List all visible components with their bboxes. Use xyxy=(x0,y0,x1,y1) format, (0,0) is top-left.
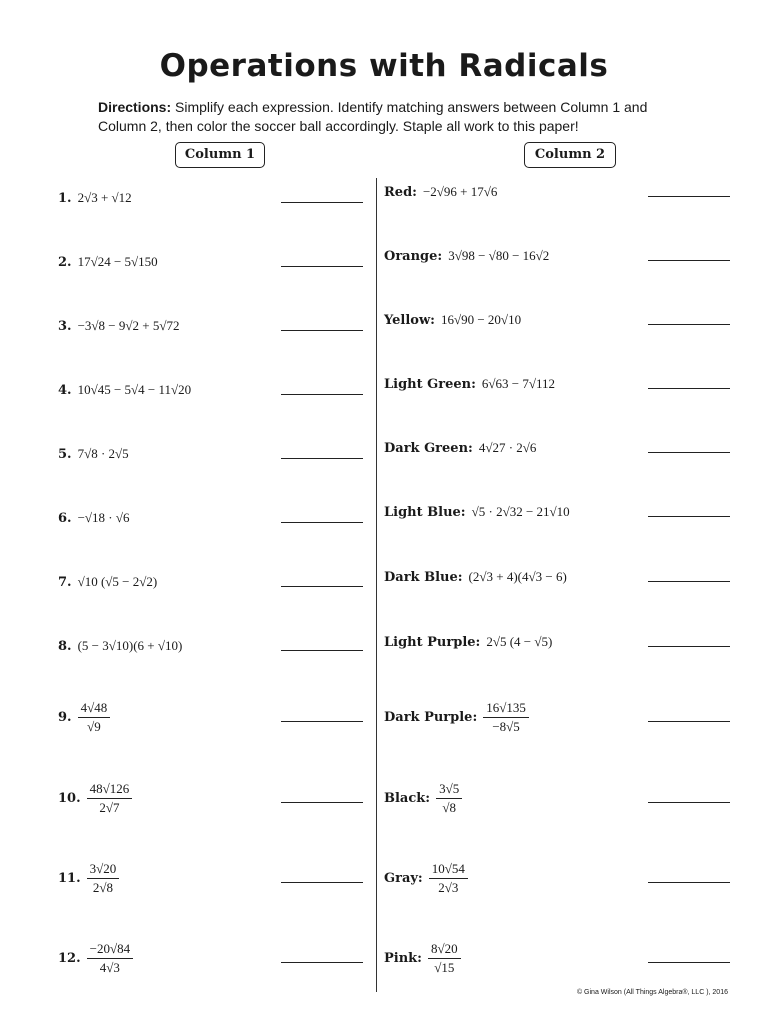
denominator: √9 xyxy=(87,718,101,734)
color-label: Light Green: xyxy=(384,376,476,392)
problem-number: 12. xyxy=(58,950,81,966)
answer-blank[interactable] xyxy=(281,458,363,459)
denominator: 2√8 xyxy=(92,879,114,895)
problem-row xyxy=(58,626,363,666)
fraction xyxy=(429,861,468,896)
fraction xyxy=(87,861,120,896)
fraction xyxy=(428,941,461,976)
problem-number: 10. xyxy=(58,790,81,806)
color-label: Dark Blue: xyxy=(384,569,463,585)
answer-blank[interactable] xyxy=(648,802,730,803)
color-label: Dark Green: xyxy=(384,440,473,456)
problem-row xyxy=(58,938,363,978)
problem-number: 4. xyxy=(58,382,72,398)
denominator: 2√7 xyxy=(99,799,120,815)
color-label: Black: xyxy=(384,790,431,806)
color-row xyxy=(384,778,730,818)
problem-number: 5. xyxy=(58,446,72,462)
fraction xyxy=(483,700,529,735)
color-label: Light Blue: xyxy=(384,504,466,520)
answer-blank[interactable] xyxy=(648,260,730,261)
problem-row xyxy=(58,498,363,538)
color-row xyxy=(384,492,730,532)
directions xyxy=(98,98,688,136)
color-label: Light Purple: xyxy=(384,634,481,650)
color-label: Gray: xyxy=(384,870,423,886)
answer-blank[interactable] xyxy=(648,452,730,453)
problem-row xyxy=(58,697,363,737)
answer-blank[interactable] xyxy=(281,330,363,331)
problem-expression: −√18 · √6 xyxy=(77,510,130,525)
numerator: 16√135 xyxy=(483,700,529,718)
denominator: √15 xyxy=(434,959,455,975)
answer-blank[interactable] xyxy=(281,721,363,722)
problem-expression: 10√45 − 5√4 − 11√20 xyxy=(77,382,192,397)
fraction xyxy=(436,781,462,816)
color-row xyxy=(384,938,730,978)
color-expression: 2√5 (4 − √5) xyxy=(486,634,553,649)
color-label: Pink: xyxy=(384,950,422,966)
numerator: 3√5 xyxy=(436,781,462,799)
answer-blank[interactable] xyxy=(281,586,363,587)
color-row xyxy=(384,858,730,898)
answer-blank[interactable] xyxy=(648,962,730,963)
numerator: −20√84 xyxy=(87,941,133,959)
numerator: 10√54 xyxy=(429,861,468,879)
column-divider xyxy=(376,178,377,992)
answer-blank[interactable] xyxy=(648,196,730,197)
directions-label: Directions: xyxy=(98,99,172,115)
answer-blank[interactable] xyxy=(648,882,730,883)
directions-text: Simplify each expression. Identify matching answers between Column 1 and Column 2, then color the soccer ball accordingly. Staple all work to this paper! xyxy=(98,99,648,134)
problem-row xyxy=(58,778,363,818)
fraction xyxy=(78,700,111,735)
numerator: 48√126 xyxy=(87,781,133,799)
column-2-header: Column 2 xyxy=(524,142,616,168)
color-expression: 6√63 − 7√112 xyxy=(481,376,556,391)
color-row xyxy=(384,697,730,737)
numerator: 8√20 xyxy=(428,941,461,959)
color-expression: −2√96 + 17√6 xyxy=(422,184,498,199)
fraction xyxy=(87,941,133,976)
color-row xyxy=(384,236,730,276)
copyright-footer: © Gina Wilson (All Things Algebra®, LLC ), 2016 xyxy=(576,989,728,996)
column-1-header: Column 1 xyxy=(175,142,265,168)
color-expression: 16√90 − 20√10 xyxy=(440,312,522,327)
denominator: √8 xyxy=(442,799,456,815)
problem-expression: −3√8 − 9√2 + 5√72 xyxy=(77,318,180,333)
answer-blank[interactable] xyxy=(648,646,730,647)
denominator: −8√5 xyxy=(492,718,520,734)
problem-number: 3. xyxy=(58,318,72,334)
problem-row xyxy=(58,178,363,218)
color-row xyxy=(384,428,730,468)
answer-blank[interactable] xyxy=(281,882,363,883)
color-row xyxy=(384,622,730,662)
color-label: Dark Purple: xyxy=(384,709,478,725)
answer-blank[interactable] xyxy=(648,721,730,722)
color-row xyxy=(384,364,730,404)
problem-row xyxy=(58,306,363,346)
color-row xyxy=(384,172,730,212)
color-expression: 3√98 − √80 − 16√2 xyxy=(448,248,550,263)
color-expression: (2√3 + 4)(4√3 − 6) xyxy=(468,569,567,584)
problem-expression: (5 − 3√10)(6 + √10) xyxy=(77,638,183,653)
problem-number: 9. xyxy=(58,709,72,725)
answer-blank[interactable] xyxy=(281,522,363,523)
problem-number: 7. xyxy=(58,574,72,590)
denominator: 4√3 xyxy=(99,959,120,975)
problem-number: 11. xyxy=(58,870,81,886)
numerator: 4√48 xyxy=(78,700,111,718)
color-expression: 4√27 · 2√6 xyxy=(478,440,537,455)
color-label: Orange: xyxy=(384,248,443,264)
answer-blank[interactable] xyxy=(281,394,363,395)
denominator: 2√3 xyxy=(438,879,459,895)
answer-blank[interactable] xyxy=(281,202,363,203)
problem-number: 8. xyxy=(58,638,72,654)
problem-number: 1. xyxy=(58,190,72,206)
fraction xyxy=(87,781,133,816)
answer-blank[interactable] xyxy=(648,388,730,389)
color-label: Yellow: xyxy=(384,312,435,328)
problem-row xyxy=(58,242,363,282)
answer-blank[interactable] xyxy=(648,581,730,582)
color-expression: √5 · 2√32 − 21√10 xyxy=(471,504,570,519)
color-label: Red: xyxy=(384,184,417,200)
answer-blank[interactable] xyxy=(648,516,730,517)
color-row xyxy=(384,557,730,597)
answer-blank[interactable] xyxy=(281,802,363,803)
problem-row xyxy=(58,562,363,602)
problem-expression: 17√24 − 5√150 xyxy=(77,254,158,269)
answer-blank[interactable] xyxy=(281,962,363,963)
answer-blank[interactable] xyxy=(281,650,363,651)
problem-number: 2. xyxy=(58,254,72,270)
problem-expression: 2√3 + √12 xyxy=(77,190,132,205)
answer-blank[interactable] xyxy=(648,324,730,325)
numerator: 3√20 xyxy=(87,861,120,879)
page-title: Operations with Radicals xyxy=(159,48,609,84)
problem-row xyxy=(58,858,363,898)
color-row xyxy=(384,300,730,340)
problem-expression: √10 (√5 − 2√2) xyxy=(77,574,158,589)
problem-number: 6. xyxy=(58,510,72,526)
problem-row xyxy=(58,370,363,410)
problem-expression: 7√8 · 2√5 xyxy=(77,446,129,461)
problem-row xyxy=(58,434,363,474)
answer-blank[interactable] xyxy=(281,266,363,267)
